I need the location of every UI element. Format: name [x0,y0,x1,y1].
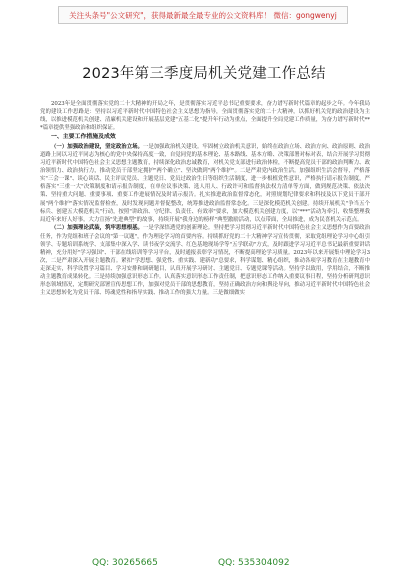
header-banner [58,6,348,24]
banner-text: 关注头条号"公文研究"，获得最新最全最专业的公文资料库！ 微信：gongwenyj [69,11,337,20]
footer-qq: QQ: 30265665 [92,558,158,568]
subsection-2-heading: （二）加强理论武装，筑牢思想根基。 [51,225,143,232]
subsection-2-paragraph [40,224,370,296]
document-body [40,100,370,298]
section-heading: 一、主要工作措施及成效 [51,134,116,141]
subsection-1-body: 一是加强政治机关建设。牢固树立政治机关意识，始终在政治立场、政治方向、政治原则、政治道路上同以习近平同志为核心的党中央保持高度一致，自觉同党的基本理论、基本路线、基本方略、决策部署对标对表，结合开展学习贯彻习近平新时代中国特色社会主义思想主题教育，持续深化政治忠诚教育，对机关党支部进行政治体检，不断提高党员干部的政治判断力、政治领悟力、政治执行力，推动党员干部坚定拥护"两个确立"、坚决做到"两个维护"。二是严肃党内政治生活。加强组织生活会督导，严格落实"三会一课"、谈心谈话、民主评议党员、主题党日、党员过政治生日等组织生活制度，进一步根植党性意识，严格执行请示报告制度，严格落实"三重一大"决策制度和请示报告制度，在单位议事决策、选人用人、行政许可和监督执法权力清单等方面，做到规范决策、依法决策、坚持重大问题、重要事项、重要工作进展情况及时请示报告。扎实推进政治监督常态化，对照规划纪律要求和科技及以下党员干部开展"两个维护"落实情况监督检查，及时发现问题并督促整改，统筹推进政治监督常态化。三是深化模范机关创建。持续开展机关"争当五个标兵、创建五大模范机关"行动，按照"讲政治、守纪律、负责任、有效率"要求，加大模范机关创建力度，以"***"活动为牵引，收集整理我局近年来好人好事，大力宣扬"先进典型"的故事，持续开展"我身边的榜样"典型激励活动，以点带面，全局推进，成为民喜机关示范点。 [40,144,370,223]
intro-paragraph: 2023年是全面贯彻落实党的二十大精神的开局之年，是贯彻落实习近平总书记重要要求，奋力谱写新时代篇章的起步之年。今年我局党的建设工作思路是：坚持以习近平新时代中国特色社会主义思想为指导，全面贯彻落实党的二十大精神，以抓好机关党的政治建设为主线，以推进模范机关创建、清廉机关建设和开展基层党建"五基二化"提升年行动为重点，全面提升全局党建工作质量，为奋力谱写新时代***篇章提供坚强政治和组织保证。 [40,101,370,132]
footer-contact [0,558,408,572]
subsection-1-heading: （一）加强政治建设，坚定政治立场。 [51,144,143,151]
subsection-2-body: 一是学深悟透党的创新理论。坚持把学习贯彻习近平新时代中国特色社会主义思想作为首要政治任务，作为党组和班子会议的"第一议题"，作为理论学习的首要内容。持续抓好党的二十大精神学习宣传贯彻，采取党组理论学习中心组引领学、专题培训系统学、支部集中深入学、读书夜学交流学、红色基地现场学等"五学联动"方式，及时跟进学习习近平总书记最新重要讲话精神，充分用好"学习强国"、干部在线培训等学习平台，及时通报表彰学习情况，不断提高理论学习质量。2023年以来开展集中理论学习3次，二是严肃深入开展主题教育。紧扣"学思想、强党性、重实践、建新功"总要求，科学谋划、精心组织，推动各项学习教育在主题教育中走深走实，科学设置学习篇目、学习安排和调研题目，认真开展学习研讨、主题党日、专题党课等活动。坚持学以致用，学用结合，不断推动主题教育成果转化。三是持续加强意识形态工作。认真落实意识形态工作责任制，把意识形态工作纳入重要议事日程，坚持分析研判意识形态领域情况，定期研究部署宣传思想工作，加强对党员干部的思想教育，坚持正确政治方向和舆论导向，推动习近平新时代中国特色社会主义思想转化为党员干部、铸魂党性和指导实践、推动工作的强大力量。三是做细做实 [40,225,370,296]
document-title: 2023年第三季度局机关党建工作总结 [82,66,326,82]
subsection-1-paragraph [40,143,370,223]
footer-qq-group: QQ: 535304092 [218,558,290,568]
